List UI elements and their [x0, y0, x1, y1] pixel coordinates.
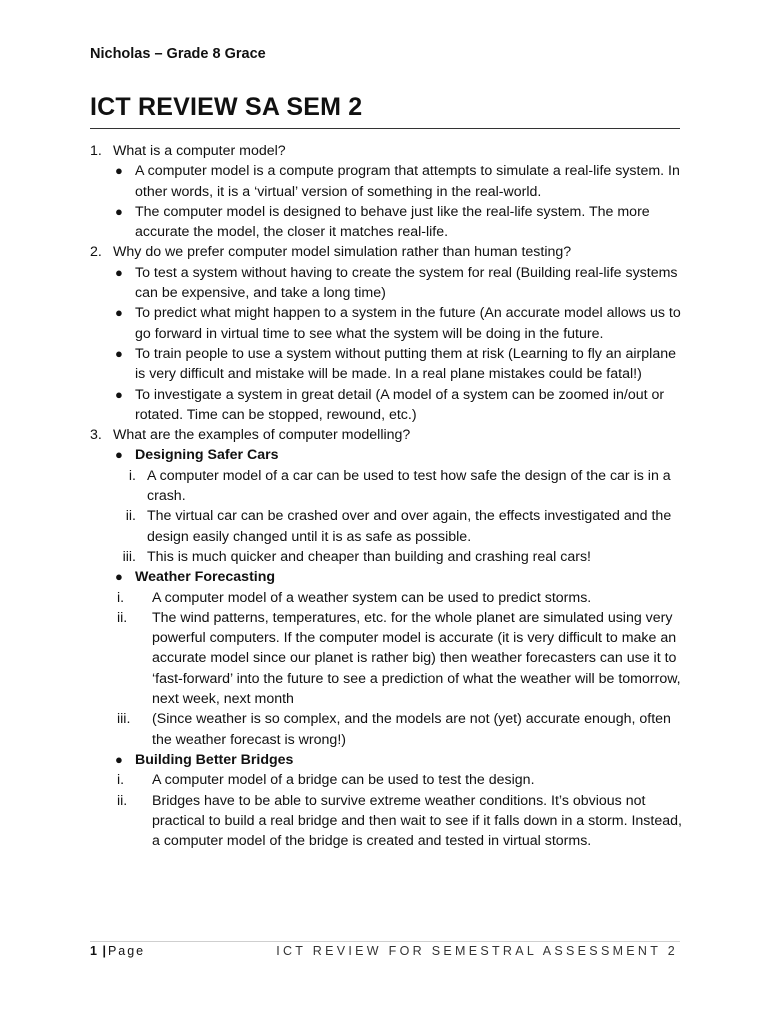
roman-text: The virtual car can be crashed over and over again, the effects investigated and the design easily changed until it is as safe as possible.: [147, 508, 672, 545]
footer-divider: [90, 941, 680, 942]
page-title: ICT REVIEW SA SEM 2: [90, 93, 363, 121]
page-separator: |: [102, 944, 108, 958]
question-2: [90, 242, 690, 262]
bullet-icon: ●: [115, 163, 123, 179]
bullet-item: [90, 303, 690, 344]
roman-text: A computer model of a bridge can be used to test the design.: [152, 772, 535, 789]
roman-number: i.: [117, 589, 125, 606]
question-number: 3.: [90, 427, 102, 444]
bullet-item: [90, 344, 690, 385]
bullet-icon: ●: [115, 345, 123, 361]
bullet-item: [90, 263, 690, 304]
author-line: Nicholas – Grade 8 Grace: [90, 46, 266, 62]
footer-document-label: ICT REVIEW FOR SEMESTRAL ASSESSMENT 2: [276, 944, 678, 958]
bullet-icon: ●: [115, 203, 123, 219]
section-heading: [90, 750, 690, 770]
roman-item: [90, 770, 690, 790]
page-number-label: [90, 944, 145, 958]
roman-number: ii.: [117, 792, 128, 809]
page-number: 1: [90, 944, 97, 958]
bullet-item: [90, 202, 690, 243]
roman-number: ii.: [117, 609, 128, 626]
bullet-icon: ●: [115, 569, 123, 585]
bullet-text: The computer model is designed to behave just like the real-life system. The more accurate the model, the closer it matches real-life.: [135, 203, 650, 241]
question-text: What is a computer model?: [113, 143, 286, 159]
roman-item: [90, 466, 690, 507]
roman-item: [90, 547, 690, 567]
bullet-icon: ●: [115, 751, 123, 767]
roman-text: A computer model of a car can be used to test how safe the design of the car is in a crash.: [147, 467, 671, 505]
bullet-text: A computer model is a compute program that attempts to simulate a real-life system. In other words, it is a ‘virtual’ version of something in the real-world.: [135, 163, 680, 200]
bullet-text: To predict what might happen to a system in the future (An accurate model allows us to go forward in virtual time to see what the system will be doing in the future.: [135, 305, 681, 342]
roman-number: iii.: [117, 711, 131, 728]
roman-number: i.: [128, 467, 136, 484]
roman-item: [90, 588, 690, 608]
bullet-icon: ●: [115, 305, 123, 321]
section-heading-text: Designing Safer Cars: [135, 447, 279, 464]
section-heading: [90, 567, 690, 587]
roman-text: A computer model of a weather system can be used to predict storms.: [152, 589, 592, 606]
question-text: Why do we prefer computer model simulation rather than human testing?: [113, 244, 572, 261]
roman-item: [90, 791, 690, 852]
bullet-item: [90, 161, 690, 202]
review-content: [90, 141, 690, 851]
question-1: [90, 141, 690, 161]
bullet-text: To train people to use a system without putting them at risk (Learning to fly an airplane is very difficult and mistake will be made. In a real plane mistakes could be fatal!): [135, 345, 676, 383]
roman-text: Bridges have to be able to survive extreme weather conditions. It’s obvious not practical to build a real bridge and then wait to see if it falls down in a storm. Instead, a computer model of the bridge is created and tested in virtual storms.: [152, 792, 682, 850]
roman-text: The wind patterns, temperatures, etc. for the whole planet are simulated using very powerful computers. If the computer model is accurate (it is very difficult to make an accurate model since our planet is rather big) then weather forecasters can use it to ‘fast-forward’ into the future to see a prediction of what the weather will be tomorrow, next week, next month: [152, 609, 681, 708]
bullet-icon: ●: [115, 386, 123, 402]
page-word: Page: [107, 944, 146, 958]
question-number: 2.: [90, 244, 102, 261]
question-text: What are the examples of computer modelling?: [113, 427, 411, 444]
roman-text: (Since weather is so complex, and the models are not (yet) accurate enough, often the weather forecast is wrong!): [152, 711, 671, 748]
roman-text: This is much quicker and cheaper than building and crashing real cars!: [147, 548, 591, 565]
roman-number: i.: [117, 772, 125, 789]
question-number: 1.: [90, 143, 102, 159]
section-heading-text: Weather Forecasting: [135, 569, 276, 586]
roman-item: [90, 709, 690, 750]
title-divider: [90, 128, 680, 129]
question-3: [90, 425, 690, 445]
bullet-item: [90, 385, 690, 426]
bullet-text: To investigate a system in great detail (A model of a system can be zoomed in/out or rotated. Time can be stopped, rewound, etc.): [135, 386, 665, 423]
bullet-text: To test a system without having to create the system for real (Building real-life systems can be expensive, and take a long time): [135, 264, 678, 302]
section-heading-text: Building Better Bridges: [135, 751, 294, 768]
section-heading: [90, 445, 690, 465]
bullet-icon: ●: [115, 447, 123, 463]
roman-item: [90, 506, 690, 547]
roman-number: ii.: [125, 508, 136, 525]
roman-number: iii.: [122, 548, 136, 565]
bullet-icon: ●: [115, 264, 123, 280]
roman-item: [90, 608, 690, 709]
